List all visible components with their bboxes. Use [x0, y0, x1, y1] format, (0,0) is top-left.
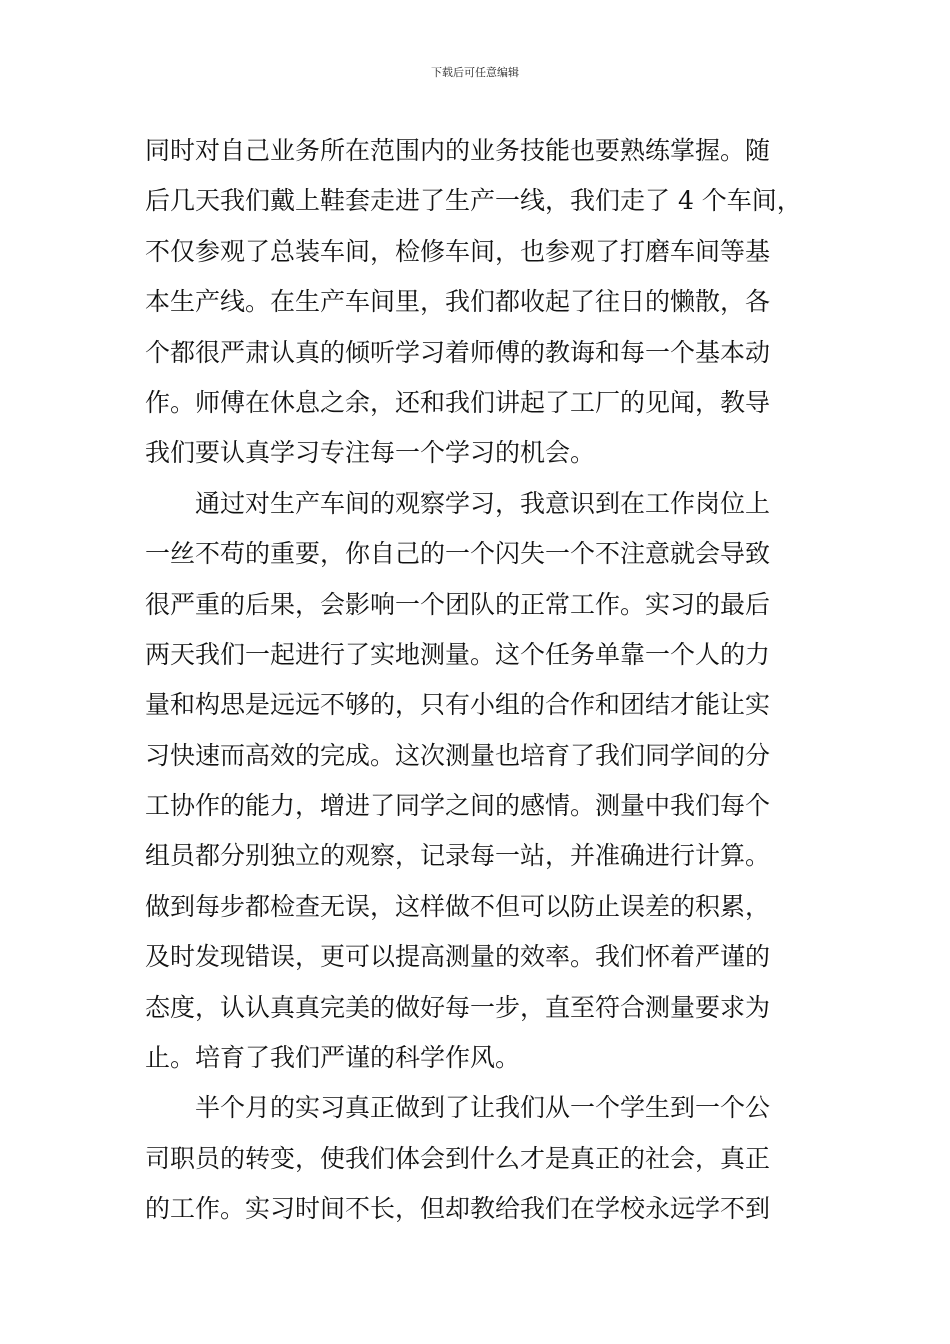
text-line: 止。培育了我们严谨的科学作风。	[145, 1043, 521, 1073]
text-line: 作。师傅在休息之余，还和我们讲起了工厂的见闻，教导	[145, 387, 771, 417]
text-line: 工协作的能力，增进了同学之间的感情。测量中我们每个	[145, 791, 771, 821]
text-line: 后几天我们戴上鞋套走进了生产一线，我们走了 4 个车间，	[145, 186, 802, 216]
text-line: 半个月的实习真正做到了让我们从一个学生到一个公	[145, 1093, 771, 1123]
page-header: 下载后可任意编辑	[431, 66, 519, 79]
document-body	[145, 126, 805, 1235]
text-line: 司职员的转变，使我们体会到什么才是真正的社会，真正	[145, 1143, 771, 1173]
text-line: 及时发现错误，更可以提高测量的效率。我们怀着严谨的	[145, 942, 771, 972]
text-line: 态度，认认真真完美的做好每一步，直至符合测量要求为	[145, 992, 771, 1022]
text-line: 个都很严肃认真的倾听学习着师傅的教诲和每一个基本动	[145, 337, 771, 367]
text-line: 组员都分别独立的观察，记录每一站，并准确进行计算。	[145, 841, 771, 871]
text-line: 很严重的后果，会影响一个团队的正常工作。实习的最后	[145, 589, 771, 619]
text-line: 量和构思是远远不够的，只有小组的合作和团结才能让实	[145, 690, 771, 720]
text-line: 两天我们一起进行了实地测量。这个任务单靠一个人的力	[145, 639, 771, 669]
text-line: 通过对生产车间的观察学习，我意识到在工作岗位上	[145, 488, 771, 518]
text-line: 同时对自己业务所在范围内的业务技能也要熟练掌握。随	[145, 136, 771, 165]
text-line: 习快速而高效的完成。这次测量也培育了我们同学间的分	[145, 740, 771, 770]
text-line: 的工作。实习时间不长，但却教给我们在学校永远学不到	[145, 1194, 771, 1224]
text-line: 做到每步都检查无误，这样做不但可以防止误差的积累，	[145, 891, 771, 921]
text-line: 一丝不苟的重要，你自己的一个闪失一个不注意就会导致	[145, 539, 771, 569]
text-line: 不仅参观了总装车间，检修车间，也参观了打磨车间等基	[145, 236, 771, 266]
text-line: 本生产线。在生产车间里，我们都收起了往日的懒散，各	[145, 287, 771, 317]
text-line: 我们要认真学习专注每一个学习的机会。	[145, 438, 596, 468]
